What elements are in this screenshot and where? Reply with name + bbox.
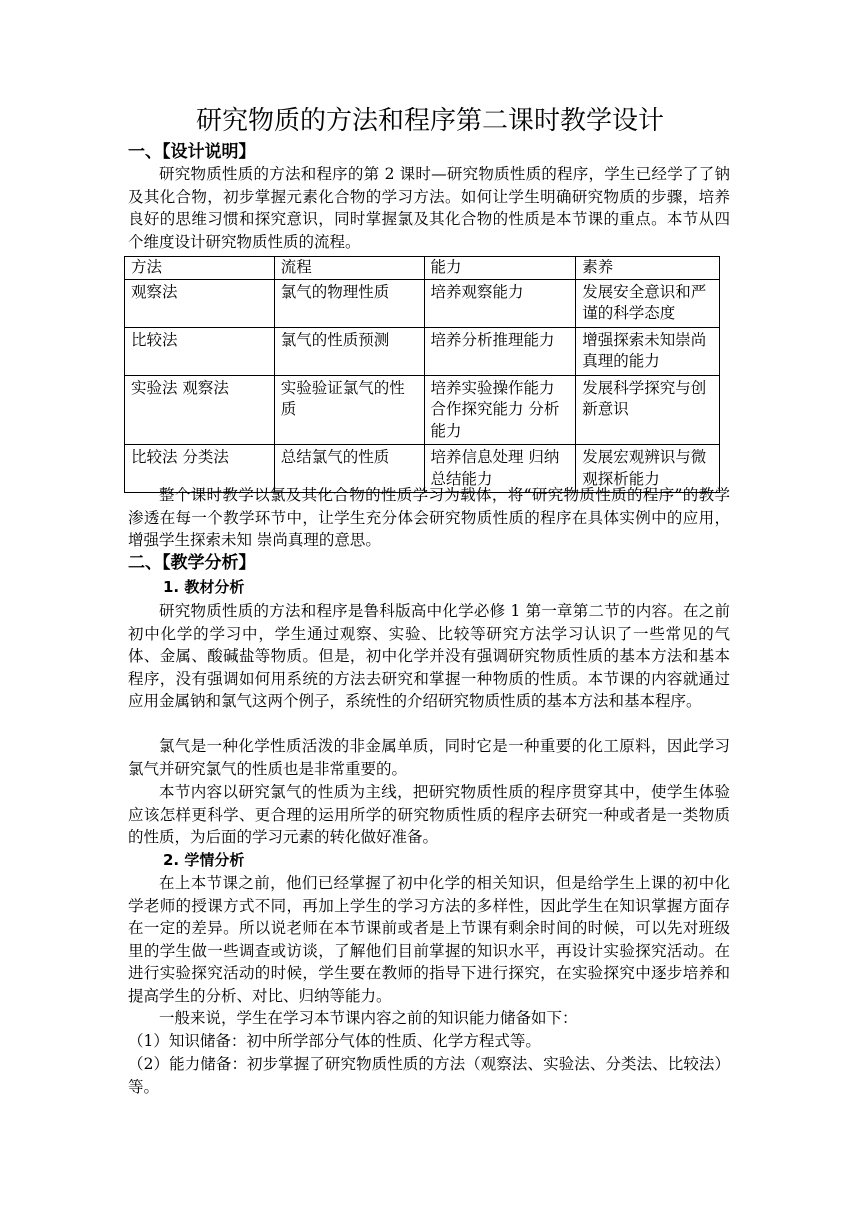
learner-analysis-paragraph-1: 在上本节课之前，他们已经掌握了初中化学的相关知识，但是给学生上课的初中化学老师的授课方式不同，再加上学生的学习方法的多样性，因此学生在知识掌握方面存在一定的差异。所以说老师在本节课前或者是上节课有剩余时间的时候，可以先对班级里的学生做一些调查或访谈，了解他们目前掌握的知识水平，再设计实验探究活动。在进行实验探究活动的时候，学生要在教师的指导下进行探究，在实验探究中逐步培养和提高学生的分析、对比、归纳等能力。 (128, 874, 730, 1005)
table-cell: 氯气的物理性质 (274, 279, 424, 327)
table-cell: 实验验证氯气的性质 (274, 375, 424, 445)
table-cell: 培养分析推理能力 (424, 327, 576, 375)
table-cell: 实验法 观察法 (125, 375, 275, 445)
table-cell: 发展安全意识和严谨的科学态度 (576, 279, 720, 327)
subheading-learner-analysis: 2. 学情分析 (163, 851, 245, 869)
table-row (125, 327, 720, 375)
table-header-cell: 能力 (424, 257, 576, 280)
table-header-cell: 素养 (576, 257, 720, 280)
table-cell: 培养观察能力 (424, 279, 576, 327)
design-summary-paragraph: 整个课时教学以氯及其化合物的性质学习为载体，将“研究物质性质的程序”的教学渗透在每一个教学环节中，让学生充分体会研究物质性质的程序在具体实例中的应用，增强学生探索未知 崇尚真理的意思。 (128, 486, 730, 549)
table-cell: 氯气的性质预测 (274, 327, 424, 375)
section-heading-design-notes: 一、【设计说明】 (128, 142, 256, 162)
document-title: 研究物质的方法和程序第二课时教学设计 (195, 106, 664, 136)
knowledge-reserve-item: （1）知识储备：初中所学部分气体的性质、化学方程式等。 (128, 1032, 541, 1050)
learner-analysis-paragraph-2: 一般来说，学生在学习本节课内容之前的知识能力储备如下： (159, 1009, 578, 1027)
table-header-cell: 流程 (274, 257, 424, 280)
design-intro-paragraph: 研究物质性质的方法和程序的第 2 课时—研究物质性质的程序，学生已经学了了钠及其化合物，初步掌握元素化合物的学习方法。如何让学生明确研究物质的步骤，培养良好的思维习惯和探究意识，同时掌握氯及其化合物的性质是本节课的重点。本节从四个维度设计研究物质性质的流程。 (128, 165, 730, 251)
table-cell: 增强探索未知崇尚真理的能力 (576, 327, 720, 375)
table-cell: 总结氯气的性质 (274, 445, 424, 493)
subheading-textbook-analysis: 1. 教材分析 (163, 578, 245, 596)
ability-reserve-item: （2）能力储备：初步掌握了研究物质性质的方法（观察法、实验法、分类法、比较法）等。 (128, 1055, 730, 1096)
table-cell: 培养实验操作能力合作探究能力 分析能力 (424, 375, 576, 445)
table-row (125, 375, 720, 445)
table-header-row (125, 257, 720, 280)
table-cell: 发展科学探究与创新意识 (576, 375, 720, 445)
table-cell: 发展宏观辨识与微观探析能力 (576, 445, 720, 493)
table-cell: 培养信息处理 归纳总结能力 (424, 445, 576, 493)
textbook-analysis-paragraph-2: 氯气是一种化学性质活泼的非金属单质，同时它是一种重要的化工原料，因此学习氯气并研究氯气的性质也是非常重要的。 (128, 737, 730, 778)
table-header-cell: 方法 (125, 257, 275, 280)
table-row (125, 279, 720, 327)
section-heading-teaching-analysis: 二、【教学分析】 (128, 553, 256, 573)
textbook-analysis-paragraph-1: 研究物质性质的方法和程序是鲁科版高中化学必修 1 第一章第二节的内容。在之前初中化学的学习中，学生通过观察、实验、比较等研究方法学习认识了一些常见的气体、金属、酸碱盐等物质。但是，初中化学并没有强调研究物质性质的基本方法和基本程序，没有强调如何用系统的方法去研究和掌握一种物质的性质。本节课的内容就通过应用金属钠和氯气这两个例子，系统性的介绍研究物质性质的基本方法和基本程序。 (128, 602, 730, 710)
method-table (124, 256, 720, 493)
table-cell: 观察法 (125, 279, 275, 327)
table-cell: 比较法 分类法 (125, 445, 275, 493)
textbook-analysis-paragraph-3: 本节内容以研究氯气的性质为主线，把研究物质性质的程序贯穿其中，使学生体验应该怎样更科学、更合理的运用所学的研究物质性质的程序去研究一种或者是一类物质的性质，为后面的学习元素的转化做好准备。 (128, 783, 730, 846)
table-cell: 比较法 (125, 327, 275, 375)
